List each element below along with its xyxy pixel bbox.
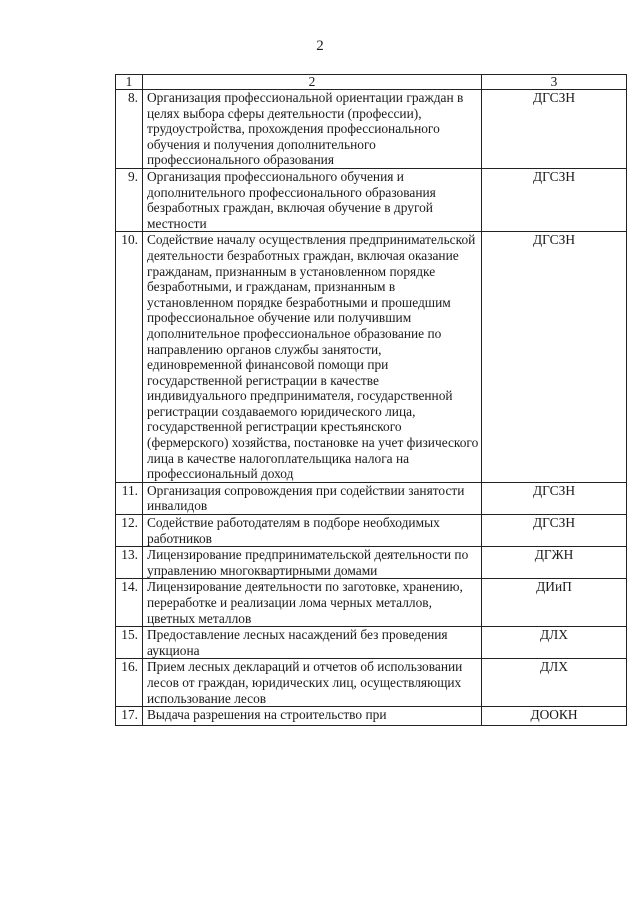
table-row	[116, 232, 627, 483]
row-number: 16.	[116, 659, 143, 707]
page-number: 2	[316, 38, 324, 54]
table-header-row	[116, 75, 627, 90]
department-code: ДГСЗН	[482, 482, 627, 514]
table-row	[116, 515, 627, 547]
row-number: 12.	[116, 515, 143, 547]
department-code: ДЛХ	[482, 659, 627, 707]
department-code: ДГСЗН	[482, 90, 627, 169]
row-number: 11.	[116, 482, 143, 514]
row-number: 9.	[116, 168, 143, 231]
column-header-department: 3	[482, 75, 627, 90]
table-row	[116, 579, 627, 627]
services-table	[115, 74, 627, 726]
service-description: Прием лесных деклараций и отчетов об использовании лесов от граждан, юридических лиц, осуществляющих использование лесов	[143, 659, 482, 707]
department-code: ДГСЗН	[482, 232, 627, 483]
department-code: ДИиП	[482, 579, 627, 627]
row-number: 8.	[116, 90, 143, 169]
table-row	[116, 547, 627, 579]
service-description: Содействие началу осуществления предпринимательской деятельности безработных граждан, включая оказание гражданам, признанным в установленном порядке безработными, и гражданам, признанным в установленном порядке безработными и прошедшим профессиональное обучение или получившим дополнительное профессиональное образование по направлению органов службы занятости, единовременной финансовой помощи при государственной регистрации в качестве индивидуального предпринимателя, государственной регистрации создаваемого юридического лица, государственной регистрации крестьянского (фермерского) хозяйства, постановке на учет физического лица в качестве налогоплательщика налога на профессиональный доход	[143, 232, 482, 483]
table-row	[116, 707, 627, 726]
department-code: ДООКН	[482, 707, 627, 726]
table-row	[116, 90, 627, 169]
column-header-service: 2	[143, 75, 482, 90]
service-description: Лицензирование предпринимательской деятельности по управлению многоквартирными домами	[143, 547, 482, 579]
table-row	[116, 627, 627, 659]
table-row	[116, 168, 627, 231]
department-code: ДГЖН	[482, 547, 627, 579]
row-number: 10.	[116, 232, 143, 483]
table-row	[116, 482, 627, 514]
table-row	[116, 659, 627, 707]
row-number: 15.	[116, 627, 143, 659]
department-code: ДЛХ	[482, 627, 627, 659]
service-description: Организация сопровождения при содействии занятости инвалидов	[143, 482, 482, 514]
department-code: ДГСЗН	[482, 515, 627, 547]
row-number: 14.	[116, 579, 143, 627]
service-description: Выдача разрешения на строительство при	[143, 707, 482, 726]
row-number: 17.	[116, 707, 143, 726]
department-code: ДГСЗН	[482, 168, 627, 231]
service-description: Организация профессионального обучения и дополнительного профессионального образования безработных граждан, включая обучение в другой местности	[143, 168, 482, 231]
service-description: Организация профессиональной ориентации граждан в целях выбора сферы деятельности (профессии), трудоустройства, прохождения профессионального обучения и получения дополнительного профессионального образования	[143, 90, 482, 169]
service-description: Лицензирование деятельности по заготовке, хранению, переработке и реализации лома черных металлов, цветных металлов	[143, 579, 482, 627]
service-description: Содействие работодателям в подборе необходимых работников	[143, 515, 482, 547]
service-description: Предоставление лесных насаждений без проведения аукциона	[143, 627, 482, 659]
row-number: 13.	[116, 547, 143, 579]
column-header-number: 1	[116, 75, 143, 90]
